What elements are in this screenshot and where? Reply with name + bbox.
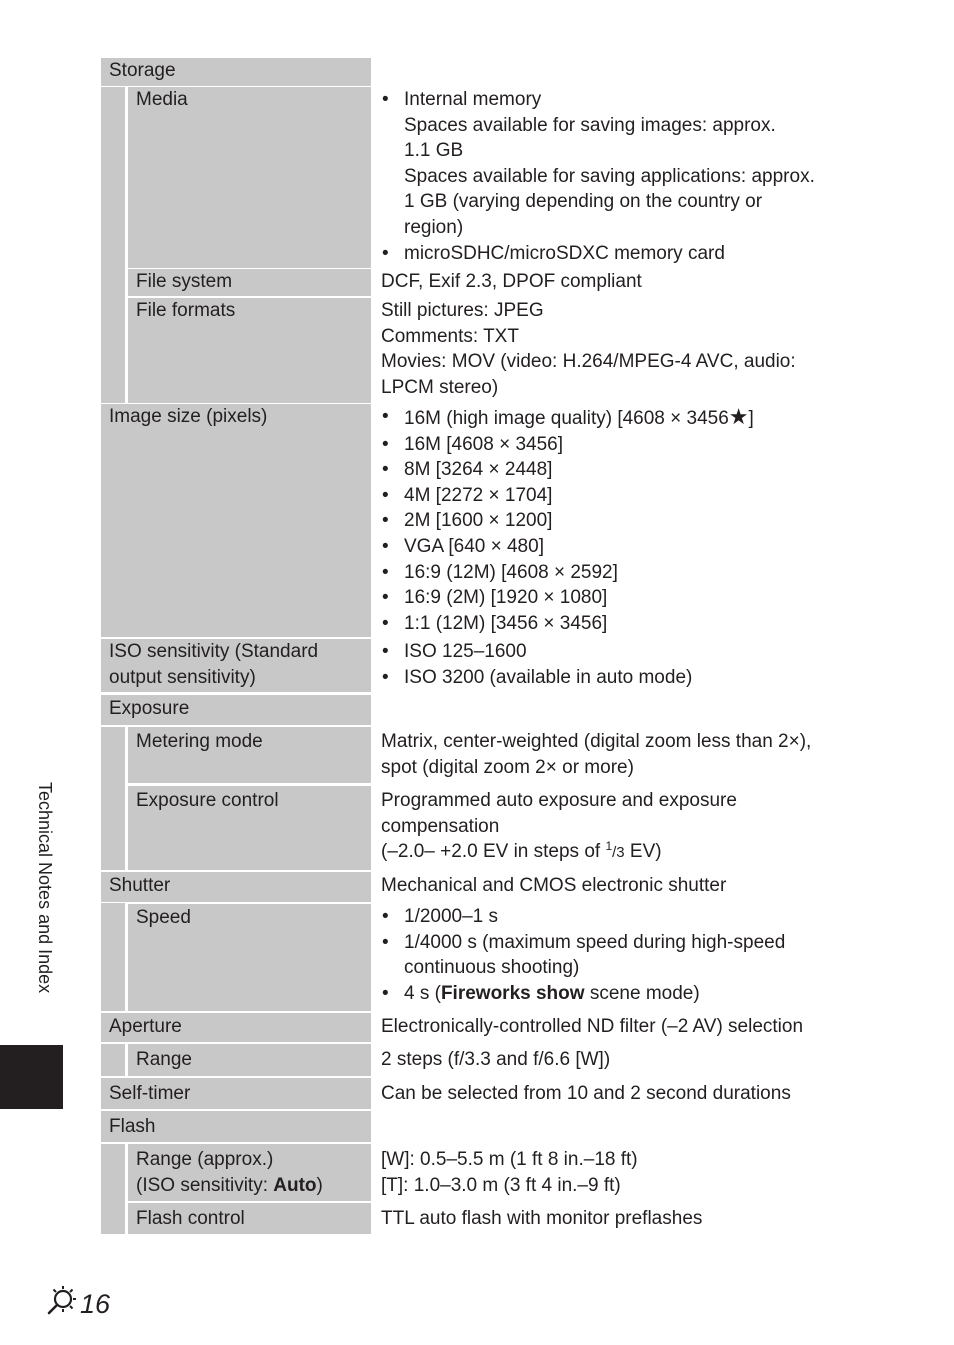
- list-item: • 16:9 (12M) [4608 × 2592]: [381, 560, 851, 586]
- ev-text: EV): [624, 841, 662, 863]
- value-file-formats: [381, 298, 851, 400]
- list-item: • 1:1 (12M) [3456 × 3456]: [381, 611, 851, 637]
- label-exposure-control: Exposure control: [128, 786, 371, 870]
- page-number: [46, 1287, 110, 1321]
- value-media: [381, 87, 851, 266]
- scene-mode-name: Fireworks show: [440, 982, 585, 1004]
- label-file-system: File system: [128, 269, 371, 296]
- label-metering-mode: Metering mode: [128, 727, 371, 783]
- label-flash: Flash: [101, 1111, 371, 1142]
- label-file-formats: File formats: [128, 298, 371, 403]
- row-flash-range: [101, 1144, 853, 1201]
- list-item: • 8M [3264 × 2448]: [381, 457, 851, 483]
- row-aperture: [101, 1013, 853, 1042]
- value-self-timer: Can be selected from 10 and 2 second durations: [381, 1083, 791, 1104]
- row-iso: [101, 639, 853, 692]
- flash-range-label-line: [136, 1173, 367, 1199]
- list-item: • 1/2000–1 s: [381, 904, 851, 930]
- speed-line: continuous shooting): [404, 957, 580, 979]
- row-range: [101, 1044, 853, 1076]
- list-item: [381, 404, 851, 432]
- row-image-size: [101, 404, 853, 637]
- value-aperture: Electronically-controlled ND filter (–2 AV) selection: [381, 1016, 804, 1037]
- format-line: Movies: MOV (video: H.264/MPEG-4 AVC, audio:: [381, 351, 796, 373]
- list-item: [381, 981, 851, 1007]
- row-file-formats: [101, 298, 853, 403]
- metering-line: Matrix, center-weighted (digital zoom less than 2×),: [381, 731, 812, 752]
- fraction-numerator: 1: [605, 839, 613, 854]
- flash-range-label-line: Range (approx.): [136, 1149, 274, 1170]
- format-line: Still pictures: JPEG: [381, 300, 544, 321]
- star-icon: ★: [728, 404, 749, 429]
- list-item: [381, 930, 851, 981]
- label-exposure: Exposure: [101, 695, 371, 725]
- iso-text: (ISO sensitivity:: [136, 1174, 274, 1196]
- list-item: • VGA [640 × 480]: [381, 534, 851, 560]
- iso-label-line: ISO sensitivity (Standard: [109, 641, 319, 662]
- flash-range-line: [T]: 1.0–3.0 m (3 ft 4 in.–9 ft): [381, 1174, 621, 1196]
- value-image-size: [381, 404, 851, 636]
- value-shutter: Mechanical and CMOS electronic shutter: [381, 875, 727, 896]
- image-size-item: 16M (high image quality) [4608 × 3456: [404, 408, 729, 429]
- page-number-value: 16: [80, 1289, 111, 1319]
- value-file-system: DCF, Exif 2.3, DPOF compliant: [381, 271, 642, 292]
- label-media: Media: [128, 87, 371, 268]
- row-shutter: [101, 872, 853, 902]
- label-storage: Storage: [101, 58, 371, 86]
- value-iso: [381, 639, 851, 690]
- media-line: Spaces available for saving images: approx.: [404, 114, 776, 136]
- row-storage: [101, 58, 853, 86]
- value-metering-mode: [381, 729, 851, 780]
- value-exposure-control: [381, 788, 851, 866]
- row-exposure: [101, 695, 853, 725]
- media-internal-memory: • Internal memory: [404, 89, 542, 110]
- format-line: Comments: TXT: [381, 325, 519, 347]
- value-flash-control: TTL auto flash with monitor preflashes: [381, 1208, 703, 1229]
- row-flash: [101, 1111, 853, 1142]
- speed-text: 4 s (: [404, 982, 441, 1004]
- technical-notes-icon: [46, 1284, 78, 1324]
- value-flash-range: [381, 1147, 851, 1198]
- list-item: • 16M [4608 × 3456]: [381, 432, 851, 458]
- label-iso: [101, 639, 371, 692]
- row-file-system: [101, 269, 853, 296]
- list-item: • microSDHC/microSDXC memory card: [381, 241, 851, 267]
- row-self-timer: [101, 1078, 853, 1109]
- ev-text: (–2.0– +2.0 EV in steps of: [381, 841, 606, 863]
- bracket: ]: [748, 408, 754, 429]
- label-self-timer: Self-timer: [101, 1078, 371, 1109]
- label-aperture: Aperture: [101, 1013, 371, 1042]
- media-line: region): [404, 216, 464, 238]
- list-item: • 16:9 (2M) [1920 × 1080]: [381, 585, 851, 611]
- speed-text: scene mode): [584, 982, 700, 1004]
- side-tab-marker: [0, 1045, 63, 1109]
- label-speed: Speed: [128, 904, 371, 1011]
- iso-auto: Auto: [273, 1174, 317, 1196]
- exposure-control-line: compensation: [381, 815, 500, 837]
- list-item: • ISO 125–1600: [381, 639, 851, 665]
- iso-text: ): [316, 1174, 323, 1196]
- label-flash-range: [128, 1144, 371, 1201]
- metering-line: spot (digital zoom 2× or more): [381, 756, 634, 778]
- list-item: • ISO 3200 (available in auto mode): [381, 665, 851, 691]
- row-media: [101, 87, 853, 268]
- media-line: 1.1 GB: [404, 140, 464, 162]
- row-metering-mode: [101, 727, 853, 783]
- list-item: • 4M [2272 × 1704]: [381, 483, 851, 509]
- row-flash-control: [101, 1203, 853, 1234]
- flash-range-line: [W]: 0.5–5.5 m (1 ft 8 in.–18 ft): [381, 1149, 638, 1170]
- value-range: 2 steps (f/3.3 and f/6.6 [W]): [381, 1049, 611, 1070]
- iso-label-line: output sensitivity): [109, 666, 256, 688]
- side-tab-label: Technical Notes and Index: [35, 782, 55, 994]
- label-image-size: Image size (pixels): [101, 404, 371, 637]
- exposure-control-line: Programmed auto exposure and exposure: [381, 790, 737, 811]
- row-speed: [101, 904, 853, 1011]
- media-line: Spaces available for saving applications: approx.: [404, 165, 815, 187]
- list-item: [381, 87, 851, 241]
- row-exposure-control: [101, 786, 853, 870]
- speed-line: • 1/4000 s (maximum speed during high-speed: [404, 931, 786, 953]
- list-item: • 2M [1600 × 1200]: [381, 508, 851, 534]
- fraction-denominator: /3: [612, 844, 625, 862]
- label-flash-control: Flash control: [128, 1203, 371, 1234]
- label-shutter: Shutter: [101, 872, 371, 902]
- label-range: Range: [128, 1044, 371, 1076]
- value-speed: [381, 904, 851, 1006]
- media-line: 1 GB (varying depending on the country or: [404, 191, 763, 213]
- exposure-control-line: [381, 839, 851, 866]
- format-line: LPCM stereo): [381, 376, 499, 398]
